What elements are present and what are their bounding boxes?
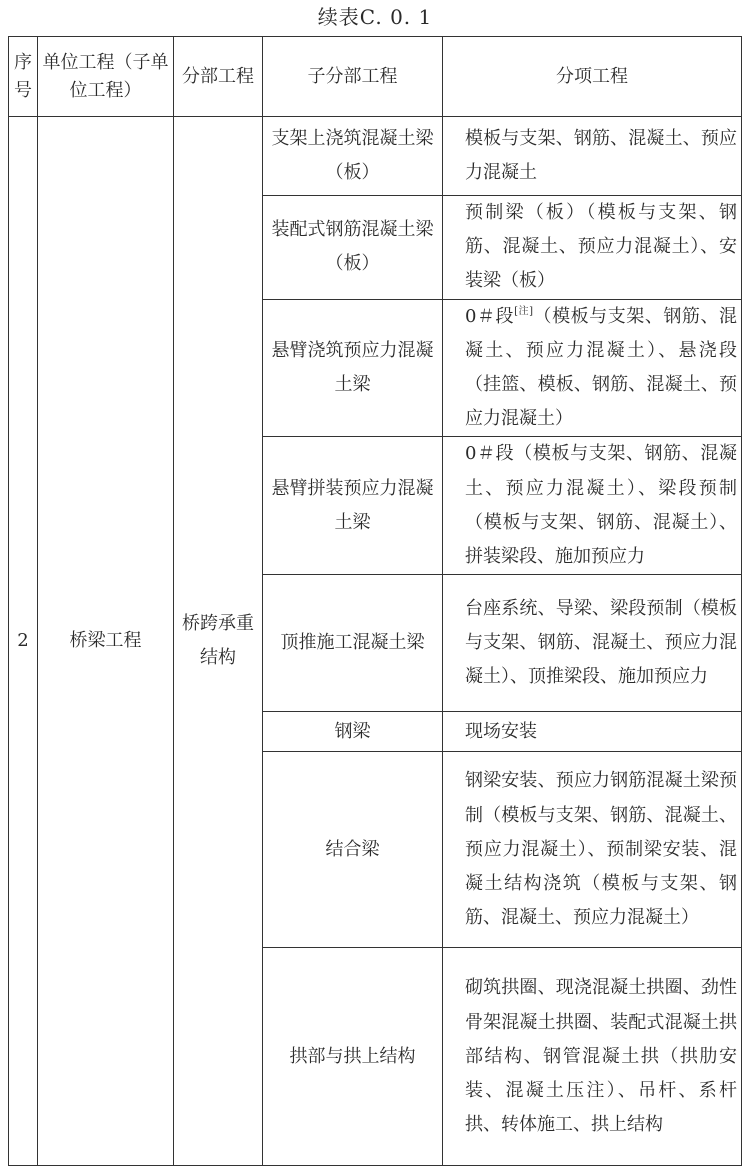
item-rest: （模板与支架、钢筋、混凝土、预应力混凝土）、悬浇段（挂篮、模板、钢筋、混凝土、预应力混凝土） (465, 305, 738, 430)
item-cell (443, 196, 742, 300)
subdivision-cell: 结合梁 (263, 752, 443, 948)
project-division-table (8, 36, 742, 1166)
header-row (9, 37, 742, 117)
division-cell: 桥跨承重结构 (174, 117, 263, 1166)
item-text: 钢梁安装、预应力钢筋混凝土梁预制（模板与支架、钢筋、混凝土、预应力混凝土）、预制梁安装、混凝土结构浇筑（模板与支架、钢筋、混凝土、预应力混凝土） (465, 770, 737, 929)
item-text: 台座系统、导梁、梁段预制（模板与支架、钢筋、混凝土、预应力混凝土）、顶推梁段、施加预应力 (465, 598, 737, 688)
table-caption: 续表C. 0. 1 (317, 5, 433, 29)
item-cell (443, 575, 742, 712)
item-text: 预制梁（板）（模板与支架、钢筋、混凝土、预应力混凝土）、安装梁（板） (465, 202, 737, 292)
subdivision-cell: 钢梁 (263, 712, 443, 752)
item-cell (443, 948, 742, 1166)
subdivision-cell: 支架上浇筑混凝土梁（板） (263, 117, 443, 196)
item-prefix: 0＃段 (465, 305, 515, 327)
subdivision-cell: 悬臂浇筑预应力混凝土梁 (263, 299, 443, 437)
item-text: 0＃段（模板与支架、钢筋、混凝土、预应力混凝土）、梁段预制（模板与支架、钢筋、混凝土）、拼装梁段、施加预应力 (465, 443, 737, 567)
header-seq: 序号 (9, 37, 38, 117)
item-cell (443, 299, 742, 437)
unit-cell: 桥梁工程 (38, 117, 174, 1166)
item-cell (443, 437, 742, 575)
header-unit: 单位工程（子单位工程） (38, 37, 174, 117)
header-division: 分部工程 (174, 37, 263, 117)
item-cell (443, 117, 742, 196)
subdivision-cell: 悬臂拼装预应力混凝土梁 (263, 437, 443, 575)
item-text: 砌筑拱圈、现浇混凝土拱圈、劲性骨架混凝土拱圈、装配式混凝土拱部结构、钢管混凝土拱（拱肋安装、混凝土压注）、吊杆、系杆拱、转体施工、拱上结构 (465, 977, 737, 1136)
item-text: 现场安装 (465, 720, 537, 742)
header-item: 分项工程 (443, 37, 742, 117)
seq-cell: 2 (9, 117, 38, 1166)
subdivision-cell: 顶推施工混凝土梁 (263, 575, 443, 712)
item-cell (443, 752, 742, 948)
item-text: 模板与支架、钢筋、混凝土、预应力混凝土 (465, 127, 737, 183)
subdivision-cell: 拱部与拱上结构 (263, 948, 443, 1166)
subdivision-cell: 装配式钢筋混凝土梁（板） (263, 196, 443, 300)
table-row (9, 117, 742, 196)
header-subdivision: 子分部工程 (263, 37, 443, 117)
item-text (447, 300, 737, 437)
item-cell (443, 712, 742, 752)
footnote-marker: [注] (514, 305, 533, 317)
